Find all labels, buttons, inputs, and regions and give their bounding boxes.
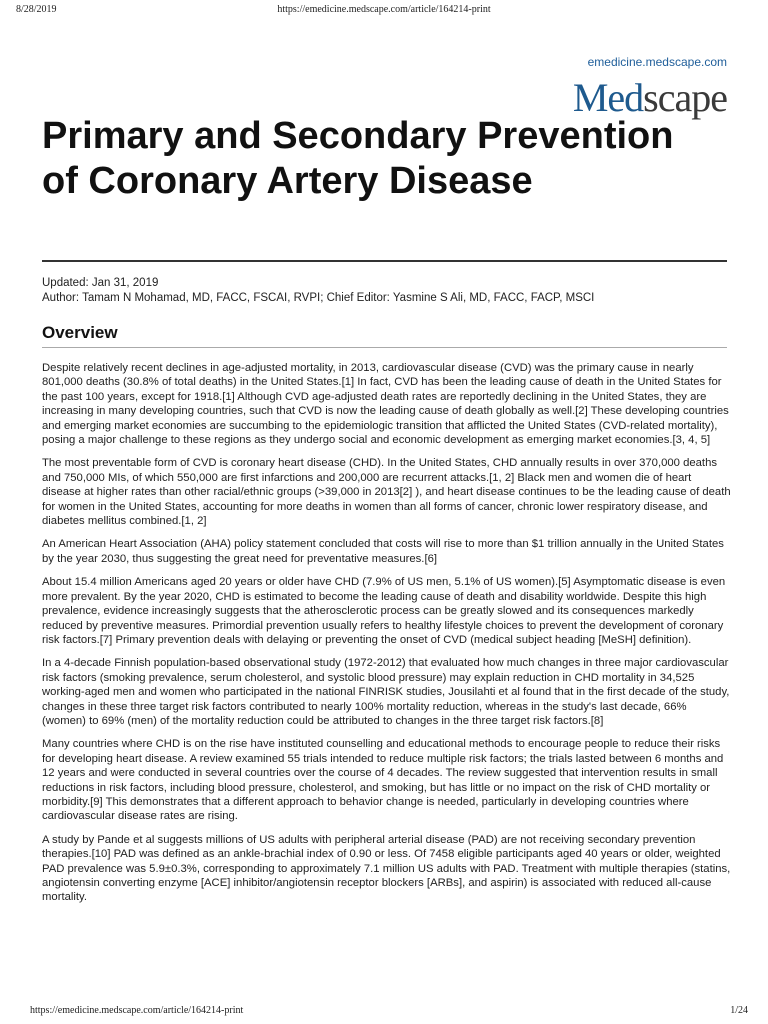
updated-date: Updated: Jan 31, 2019 [42, 277, 159, 289]
page-number: 1/24 [730, 1005, 748, 1016]
article-title: Primary and Secondary Prevention of Coronary Artery Disease [42, 115, 674, 202]
footer-url: https://emedicine.medscape.com/article/164214-print [30, 1005, 244, 1016]
section-heading-overview: Overview [42, 323, 118, 342]
print-date: 8/28/2019 [16, 4, 57, 15]
paragraph: A study by Pande et al suggests millions of US adults with peripheral arterial disease (PAD) are not receiving secondary prevention therapies.[10] PAD was defined as an ankle-brachial index of 0.90 or less. Of 7458 eligible participants aged 40 years or older, weighted PAD prevalence was 5.9±0.3%, corresponding to approximately 7.1 million US adults with PAD. Treatment with multiple therapies (statins, angiotensin converting enzyme [ACE] inhibitor/angiotensin receptor blockers [ARBs], and aspirin) is associated with reduced all-cause mortality. [42, 833, 731, 904]
paragraph: About 15.4 million Americans aged 20 years or older have CHD (7.9% of US men, 5.1% of US women).[5] Asymptomatic disease is even more prevalent. By the year 2020, CHD is estimated to become the leading cause of death and disability worldwide. Despite this high prevalence, evidence increasingly suggests that the atherosclerotic process can be greatly slowed and its consequences markedly reduced by preventive measures. Primordial prevention usually refers to healthy lifestyle choices to prevent the development of coronary risk factors.[7] Primary prevention deals with delaying or preventing the onset of CVD (medical subject heading [MeSH] definition). [42, 576, 726, 646]
logo-part-med: Med [572, 75, 644, 120]
print-url: https://emedicine.medscape.com/article/164214-print [277, 4, 491, 15]
paragraph: The most preventable form of CVD is coronary heart disease (CHD). In the United States, CHD annually results in over 370,000 deaths and 750,000 MIs, of which 550,000 are first infarctions and 200,000 are recurrent attacks.[1, 2] Black men and women die of heart disease at higher rates than other racial/ethnic groups (>39,000 in 2013[2] ), and heart disease continues to be the leading cause of death for women in the United States, accounting for more deaths in women than all forms of cancer, chronic lower respiratory disease, and diabetes mellitus combined.[1, 2] [42, 457, 731, 528]
paragraph: An American Heart Association (AHA) policy statement concluded that costs will rise to more than $1 trillion annually in the United States by the year 2030, thus suggesting the great need for preventative measures.[6] [42, 538, 724, 565]
print-header [0, 0, 768, 22]
logo-part-scape: scape [643, 75, 727, 120]
title-divider [42, 260, 727, 262]
article-meta [42, 276, 732, 306]
medscape-logo [572, 75, 727, 120]
site-link[interactable]: emedicine.medscape.com [587, 55, 727, 69]
print-footer [0, 1002, 768, 1024]
paragraph: Despite relatively recent declines in age-adjusted mortality, in 2013, cardiovascular disease (CVD) was the primary cause in nearly 801,000 deaths (30.8% of total deaths) in the United States.[1] In fact, CVD has been the leading cause of death in the United States for the past 100 years, except for 1918.[1] Although CVD age-adjusted death rates are reportedly declining in the United States, they are increasing in many developing countries, such that CVD is now the leading cause of death globally as well.[2] These developing countries and emerging market economies are succumbing to the epidemiologic transition that afflicted the United States (CVD-related mortality), posing a major challenge to these regions as they undergo social and economic development as emerging market economies.[3, 4, 5] [42, 362, 729, 447]
section-divider [42, 347, 727, 348]
paragraph: In a 4-decade Finnish population-based observational study (1972-2012) that evaluated how much changes in three major cardiovascular risk factors (smoking prevalence, serum cholesterol, and systolic blood pressure) may explain reduction in CHD mortality in 34,525 working-aged men and women who participated in the national FINRISK studies, Jousilahti et al found that in the first decade of the study, changes in these three target risk factors contributed to nearly 100% mortality reduction, whereas in the study's last decade, 66% (women) to 69% (men) of the mortality reduction could be attributed to changes in the three target risk factors.[8] [42, 657, 730, 727]
article-body [42, 361, 732, 914]
paragraph: Many countries where CHD is on the rise have instituted counselling and educational methods to encourage people to reduce their risks for developing heart disease. A review examined 55 trials intended to reduce multiple risk factors; the trials lasted between 6 months and 12 years and were conducted in several countries over the course of 4 decades. The review suggested that intervention results in small reductions in risk factors, including blood pressure, cholesterol, and smoking, but has little or no impact on the risk of CHD mortality or morbidity.[9] This demonstrates that a different approach to behavior change is needed, particularly in developing countries where cardiovascular disease rates are rising. [42, 738, 724, 823]
author-line: Author: Tamam N Mohamad, MD, FACC, FSCAI, RVPI; Chief Editor: Yasmine S Ali, MD, FACC, FACP, MSCI [42, 292, 595, 304]
